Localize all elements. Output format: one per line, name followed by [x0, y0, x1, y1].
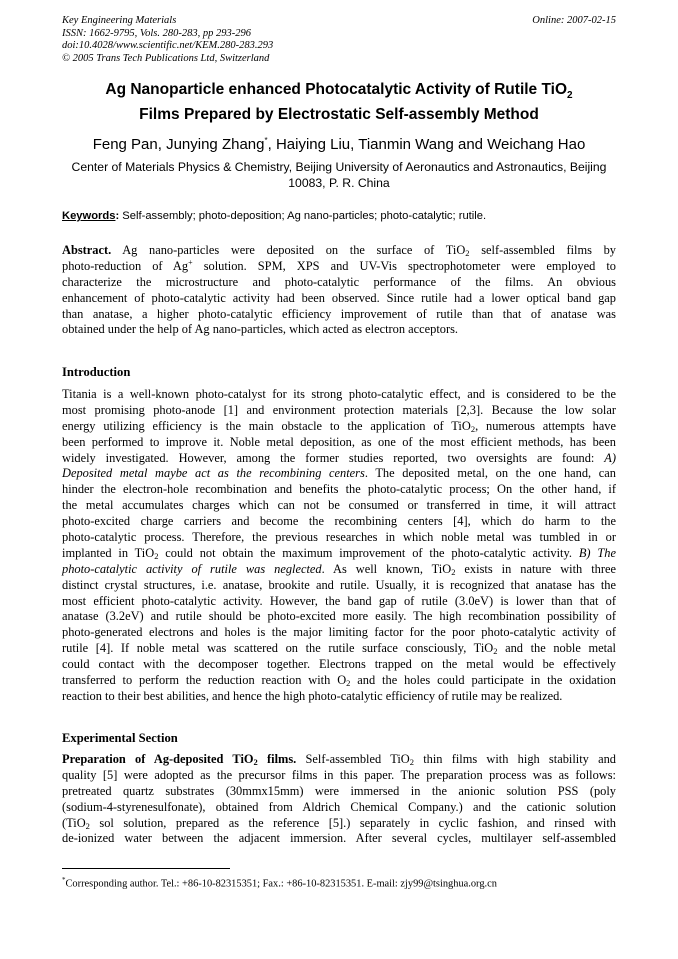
- footnote-rule: [62, 868, 230, 869]
- abstract: [62, 243, 616, 338]
- introduction-heading: Introduction: [62, 365, 131, 379]
- intro-line: most promising photo-anode [1] and environment protection materials [2,3]. Because the low solar: [62, 402, 616, 417]
- journal-header: [62, 15, 616, 65]
- experimental-heading: Experimental Section: [62, 731, 178, 745]
- footnote-text: Corresponding author. Tel.: +86-10-82315351; Fax.: +86-10-82315351. E-mail: zjy99@tsinghua.org.cn: [65, 878, 497, 890]
- title-subscript: 2: [567, 90, 573, 102]
- intro-line: been performed to improve it. Noble metal deposition, as one of the most efficient methods, has been: [62, 434, 616, 449]
- intro-line: photo-generated electrons and holes is the major limiting factor for the poor photo-catalytic activity of: [62, 625, 616, 640]
- abstract-line: characterize the microstructure and photo-catalytic performance of the films. An obvious: [62, 274, 616, 289]
- abstract-label: Abstract.: [62, 243, 112, 257]
- intro-line: widely investigated. However, among the former studies reported, two oversights are found: A): [62, 450, 616, 465]
- author-list: Feng Pan, Junying Zhang*, Haiying Liu, Tianmin Wang and Weichang Hao: [92, 136, 586, 153]
- intro-line: photo-catalytic process. Therefore, the previous researches in which noble metal was tumbled in or: [62, 530, 616, 545]
- online-date: Online: 2007-02-15: [532, 15, 616, 26]
- experimental-body: [62, 752, 616, 847]
- intro-line: anatase (3.2eV) and rutile should be photo-excited more easily. The high recombination possibility of: [62, 609, 616, 624]
- abstract-line: photo-reduction of Ag+ solution. SPM, XPS and UV-Vis spectrophotometer were employed to: [62, 257, 617, 273]
- intro-line: Titania is a well-known photo-catalyst for its strong photo-catalytic effect, and is considered to be the: [62, 387, 616, 401]
- exp-line: de-ionized water between the adjacent immersion. After several cycles, multilayer self-assembled: [62, 831, 616, 846]
- intro-line: most efficient photo-catalytic activity. However, the band gap of rutile (3.0eV) is lower than that of: [62, 593, 616, 608]
- introduction-body: [62, 387, 616, 705]
- exp-line: Preparation of Ag-deposited TiO$_2$ films. Self-assembled TiO$_2$ thin films with high stability and: [62, 752, 616, 767]
- footnote: [62, 874, 616, 890]
- intro-line: photo-catalytic activity of rutile was neglected. As well known, TiO$_2$ exists in nature with three: [62, 561, 616, 577]
- intro-line: rutile [4]. If noble metal was scattered on the rutile surface consciously, TiO$_2$ and the noble metal: [62, 641, 617, 657]
- title-line-2: Films Prepared by Electrostatic Self-assembly Method: [139, 106, 539, 124]
- title-line-1: Ag Nanoparticle enhanced Photocatalytic Activity of Rutile TiO$_2$: [105, 81, 573, 102]
- intro-line: hinder the electron-hole recombination and benefits the photo-catalytic process; On the other hand, if: [62, 482, 616, 497]
- intro-line: distinct crystal structures, i.e. anatase, brookite and rutile. Usually, it is recognized that anatase has the: [62, 577, 616, 592]
- paper-title: [62, 80, 616, 124]
- affiliation: [62, 159, 616, 191]
- affiliation-line-1: Center of Materials Physics & Chemistry, Beijing University of Aeronautics and Astronautics, Beijing: [71, 160, 607, 174]
- affiliation-line-2: 10083, P. R. China: [288, 176, 390, 190]
- preparation-subheading: Preparation of Ag-deposited TiO$_2$ films.: [62, 752, 297, 767]
- intro-line: energy utilizing efficiency is the main obstacle to the application of TiO$_2$, numerous attempts have: [62, 418, 616, 434]
- footnote-mark: *: [62, 876, 66, 884]
- exp-line: quality [5] were adopted as the precursor films in this paper. The preparation process was as follows:: [62, 767, 616, 782]
- doi-line: doi:10.4028/www.scientific.net/KEM.280-283.293: [62, 40, 274, 52]
- corresponding-mark: *: [264, 136, 268, 145]
- exp-line: pretreated quartz substrates (30mmx15mm) were immersed in the anionic solution PSS (poly: [62, 783, 616, 798]
- abstract-line: obtained under the help of Ag nano-particles, which acted as electron acceptors.: [62, 322, 458, 337]
- issn-line: ISSN: 1662-9795, Vols. 280-283, pp 293-296: [62, 27, 251, 39]
- intro-line: the metal accumulates charges which can not be consumed or transferred in time, it will attract: [62, 498, 616, 513]
- intro-line: photo-excited charge carriers and become the recombining centers [4], which do harm to the: [62, 514, 616, 529]
- intro-line: transferred to perform the reduction reaction with $O_2$ and the holes could participate in the oxidation: [62, 673, 616, 689]
- keywords: Keywords: Self-assembly; photo-deposition; Ag nano-particles; photo-catalytic; rutile.: [62, 210, 487, 222]
- copyright-line: © 2005 Trans Tech Publications Ltd, Switzerland: [62, 52, 270, 64]
- exp-line: (TiO$_2$ sol solution, prepared as the reference [5].) separately in cyclic fashion, and rinsed with: [62, 815, 616, 831]
- intro-line: could contact with the decomposer together. Electrons trapped on the metal would be effectively: [62, 657, 616, 672]
- abstract-line: enhancement of photo-catalytic activity had been observed. Since rutile had a lower optical band gap: [62, 290, 616, 305]
- journal-name: Key Engineering Materials: [62, 15, 177, 26]
- intro-line: implanted in TiO$_2$ could not obtain the maximum improvement of the photo-catalytic activity. B) The: [62, 545, 616, 561]
- keywords-text: Self-assembly; photo-deposition; Ag nano-particles; photo-catalytic; rutile.: [119, 210, 487, 222]
- abstract-line: Abstract. Ag nano-particles were deposited on the surface of TiO$_2$ self-assembled films by: [62, 243, 616, 258]
- intro-line: Deposited metal maybe act as the recombining centers. The deposited metal, on the one hand, can: [62, 466, 616, 481]
- keywords-label: Keywords: [62, 210, 116, 222]
- exp-line: (sodium-4-styrenesulfonate), obtained from Aldrich Chemical Company.) and the cationic solution: [62, 799, 616, 814]
- intro-line: reaction to their best abilities, and hence the high photo-catalytic efficiency of rutile may be realized.: [62, 688, 563, 703]
- abstract-line: than anatase, a higher photo-catalytic efficiency improvement of rutile than that of anatase was: [62, 306, 616, 321]
